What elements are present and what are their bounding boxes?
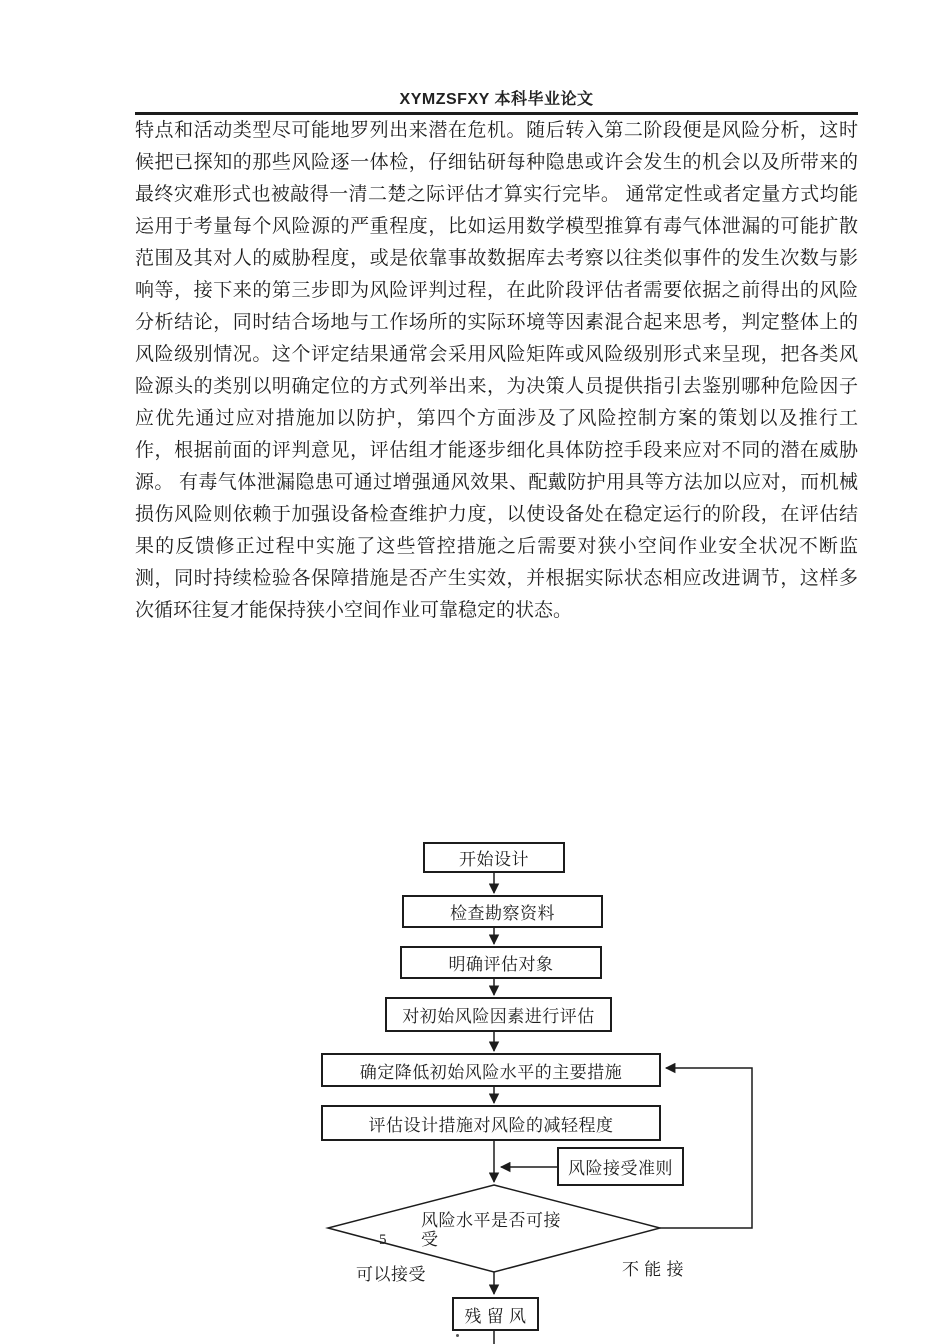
body-text-line: 损伤风险则依赖于加强设备检查维护力度，以使设备处在稳定运行的阶段，在评估结	[135, 504, 858, 525]
flow-box-mitigation-eval	[321, 1105, 661, 1141]
flow-box-residual-label: 残 留 风	[464, 1306, 527, 1326]
body-text-line: 果的反馈修正过程中实施了这些管控措施之后需要对狭小空间作业安全状况不断监	[135, 536, 858, 557]
flow-box-define-object	[400, 946, 602, 979]
body-text-line: 运用于考量每个风险源的严重程度，比如运用数学模型推算有毒气体泄漏的可能扩散	[135, 216, 858, 237]
stray-dot-mark	[456, 1334, 459, 1337]
flow-box-acceptance-criteria	[557, 1147, 684, 1186]
flow-box-criteria-label: 风险接受准则	[568, 1159, 673, 1178]
body-text-line: 次循环往复才能保持狭小空间作业可靠稳定的状态。	[135, 600, 573, 621]
page-header-title: XYMZSFXY 本科毕业论文	[399, 91, 594, 108]
decision-label	[421, 1211, 591, 1249]
flow-box-reduce-label: 评估设计措施对风险的减轻程度	[368, 1115, 614, 1135]
flow-box-check-label: 检查勘察资料	[450, 904, 555, 923]
branch-label-not-acceptable: 不 能 接	[622, 1260, 684, 1279]
decision-label-line1: 风险水平是否可接	[421, 1211, 561, 1230]
body-text-line: 险源头的类别以明确定位的方式列举出来，为决策人员提供指引去鉴别哪种危险因子	[135, 376, 858, 397]
body-text-line: 最终灾难形式也被敲得一清二楚之际评估才算实行完毕。 通常定性或者定量方式均能	[135, 184, 858, 205]
body-text-line: 测，同时持续检验各保障措施是否产生实效，并根据实际状态相应改进调节，这样多	[135, 568, 858, 589]
body-text-line: 作，根据前面的评判意见，评估组才能逐步细化具体防控手段来应对不同的潜在威胁	[135, 440, 858, 461]
flow-box-main-measures	[321, 1053, 661, 1087]
body-text-line: 应优先通过应对措施加以防护，第四个方面涉及了风险控制方案的策划以及推行工	[135, 408, 858, 429]
flow-box-residual-risk	[452, 1297, 539, 1331]
flow-box-object-label: 明确评估对象	[448, 955, 554, 974]
flow-box-measure-label: 确定降低初始风险水平的主要措施	[359, 1062, 623, 1082]
flow-box-check-survey-data	[402, 895, 603, 928]
flow-box-start-label: 开始设计	[459, 850, 529, 869]
page-number: 5	[379, 1232, 387, 1248]
branch-label-acceptable: 可以接受	[356, 1265, 426, 1284]
body-text-line: 分析结论，同时结合场地与工作场所的实际环境等因素混合起来思考，判定整体上的	[135, 312, 858, 333]
body-text-line: 响等，接下来的第三步即为风险评判过程，在此阶段评估者需要依据之前得出的风险	[135, 280, 858, 301]
body-text-line: 范围及其对人的威胁程度，或是依靠事故数据库去考察以往类似事件的发生次数与影	[135, 248, 858, 269]
body-text-line: 候把已探知的那些风险逐一体检，仔细钻研每种隐患或许会发生的机会以及所带来的	[135, 152, 858, 173]
flow-box-initial-risk-eval	[385, 997, 612, 1032]
flow-box-start	[423, 842, 565, 873]
decision-label-line2: 受	[421, 1230, 439, 1249]
body-text-line: 特点和活动类型尽可能地罗列出来潜在危机。随后转入第二阶段便是风险分析，这时	[135, 120, 858, 141]
body-text-line: 风险级别情况。这个评定结果通常会采用风险矩阵或风险级别形式来呈现，把各类风	[135, 344, 858, 365]
flow-box-initial-label: 对初始风险因素进行评估	[402, 1007, 595, 1026]
body-text-line: 源。 有毒气体泄漏隐患可通过增强通风效果、配戴防护用具等方法加以应对，而机械	[135, 472, 858, 493]
